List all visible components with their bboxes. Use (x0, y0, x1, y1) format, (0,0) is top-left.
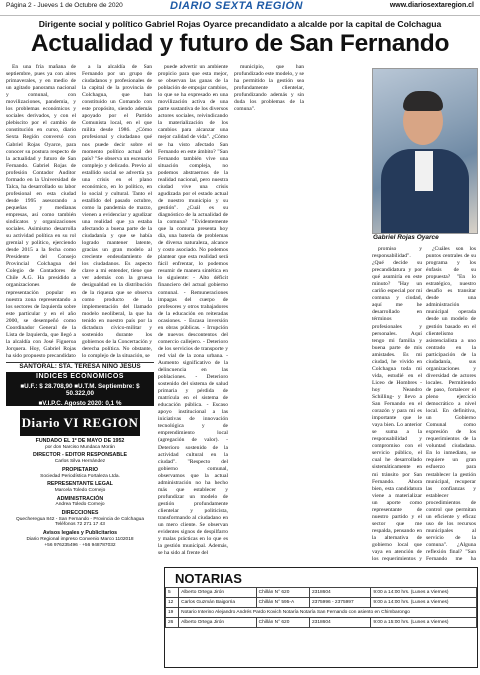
notaria-phone: 2318604 (310, 588, 371, 598)
website-link[interactable]: www.diariosextaregion.cl (389, 2, 474, 9)
notaria-row (166, 618, 477, 628)
legal-rep-label: REPRESENTANTE LEGAL (47, 481, 113, 488)
article-column-d (310, 64, 366, 562)
photo-hair-shape (403, 91, 443, 111)
founded-line: FUNDADO EL 1º DE MAYO DE 1952 (35, 438, 125, 444)
notaria-row (166, 598, 477, 608)
notaria-phone: 2318604 (310, 618, 371, 628)
notarias-title: NOTARIAS (175, 571, 242, 586)
column-1-text: En una fría mañana de septiembre, pues ya con aires primaverales, y en medio de un agitado panorama nacional y comunal, con movilizaciones, pandemia, y los problemas económicos y sociales derivados, y con el plebiscito por el cambio de constitución en curso, diario Sexta Región conversó con Gabriel Rojas Oyarce, para conocer su postura respecto de la actualidad y futuro de San Fernando. Gabriel Rojas de profesión Contador Auditor formado en la Universidad de Talca, ha desarrollado su labor profesional en esta ciudad desde 1995 asesorando a pequeñas y medianas empresas, así como también sindicatos y organizaciones sociales. Asimismo desarrolla su actividad política en su rol gremial y político, ejerciendo desde 2015 a la fecha como Presidente del Consejo Provincial Colchagua del Colegio de Contadores de Chile A.G. Ha presidido a organizaciones de representación popular en nuestra zona representando a los sectores de Izquierda sobre este particular y en el año 2000, se desempeñó como Coordinador General de la Lista de Izquierda, que llegó a la alcaldía con José Figueroa Jorquera. Hoy, Gabriel Rojas ha sido propuesto precandidato (6, 64, 76, 359)
article-column-1 (6, 64, 76, 360)
column-2-text: a la alcaldía de San Fernando por un grupo de ciudadanos y profesionales de la capital de la provincia de Colchagua, que han constituido un Comando con este propósito, siendo además apoyado por el Partido Comunista local, en el que milita desde 1986. ¿Cómo profesional y ciudadano qué nos puede decir sobre el momento político actual del país? "Se observa un escenario complejo y delicado. Previo al estallido social se advertía ya una crisis en el plano económico, en lo político, en lo social y cultural. Tanto el estallido del pasado octubre, como la pandemia de marzo, vienen a evidenciar y agudizar una realidad que ya estaba afectando a buena parte de la ciudadanía y que se había logrado mantener latente, gracias un gran modelo al creciente endeudamiento de los ciudadanos. Es aspecto clave a mi entender, tiene que ver además con la gruesa desigualdad en la distribución de la riqueza que se observa como producto de la implementación del llamado modelo neoliberal, la que ha tenido en nuestro país por la dictadura cívico-militar y sostenido durante los gobiernos de la Concertación y derecha política. No obstante, lo complejo de la situación, se (82, 64, 152, 359)
phone-line: Teléfonos 72 271 17 43 (55, 522, 105, 528)
notaria-phone: 2375996 - 2375997 (310, 598, 371, 608)
director-name: Carlos Silva Hernández (54, 459, 106, 465)
column-b-text: puede advertir un ambiente propicio para que esta mejor, se observan las ganas de la población de empujar cambios, lo que se ha expresado en una movilización activa de una parte sustantiva de los diversos actores sociales, reivindicando la materialización de los cambios para alcanzar una mejor calidad de vida". ¿Cómo se ha visto afectado San Fernando en este ámbito? "San Fernando también vive una situación compleja, no podemos abstraernos de la realidad nacional, pero nuestra ciudad vive una crisis agudizada por el estado actual de nuestro municipio y su gestión". ¿Cuál es su diagnóstico de la actualidad de la comuna? "Evidentemente que la comuna presenta hoy día, una batería de problemas de diversa naturaleza, alcance y costo asociado. No podemos plantear que esta realidad será fácil enfrentar, lo podemos resumir de manera sintética en lo siguiente: - Alto déficit financiero del actual gobierno comunal. - Remuneraciones impagas del cuerpo de profesores y otros trabajadores de la educación en reiteradas ocasiones. - Escasa inversión en obras públicas. - Irrupción de nuevos descontentos del comercio callejero. - Deterioro de los servicios de transporte y red vial de la zona urbana. - Aumento significativo de la delincuencia en las poblaciones. - Deterioro sostenido del sistema de salud primaria y pérdida de matrícula en el sistema de educación pública. - Escaso apoyo institucional a las iniciativas de innovación tecnológica y de emprendimiento local (agregación de valor). - Deterioro sostenido de la actividad cultural en la ciudad". "Respecto del gobierno comunal, observamos que la actual administración no ha hecho más que establecer y profundizar un modelo de gestión profundamente clientelar y politicista, transformando al ciudadano en un mero cliente. Se observan evidentes signos de despilfarro y malas prácticas en lo que es la gestión municipal. Además, se ha sido al frente del (158, 64, 228, 557)
notaria-name: Alberto Ortega Jirón (179, 618, 257, 628)
notarias-table (165, 587, 477, 628)
founder-line: por don Narciso Mundaca Morán (45, 444, 115, 450)
notaria-number: 12 (166, 598, 179, 608)
notaria-row (166, 588, 477, 598)
notaria-address: Chillán N° 620 (256, 618, 309, 628)
notaria-number: 26 (166, 618, 179, 628)
page-header (0, 0, 480, 16)
notaria-address: Chillán N° 620 (256, 588, 309, 598)
director-label: DIRECTOR - EDITOR RESPONSABLE (33, 452, 127, 459)
owner-label: PROPIETARIO (61, 466, 99, 473)
admin-label: ADMINISTRACIÓN (56, 495, 104, 502)
column-5-text: ¿Cuáles son los puntos centrales de su programa y los énfasis de su propuesta? "En lo estratégico, nuestro desafío es transitar desde una administración municipal operada desde un modelo de gestión basado en el clientelismo asistencialista a uno centrado en la participación de la ciudadanía, sus organizaciones y diversidad de actores locales. Permitiendo de paso, fortalecer el pleno ejercicio democrático a nivel local. En definitiva, un Gobierno Comunal como expresión de los requerimientos de la voluntad ciudadana. En lo inmediato, se requiere un gran esfuerzo para restablecer la gestión municipal, recuperar las confianzas y establecer procedimientos de control que permitan un eficiente y eficaz uso de los recursos municipales al servicio de la comuna". ¿Alguna reflexión final? "San Fernando me ha (426, 246, 476, 562)
article-column-5 (426, 246, 476, 562)
column-c-text: municipio, que han profundizado este modelo, y se ha permitido la gestión sea profundamente clientelar, profundizando además y sin duda los problemas de la comuna". (234, 64, 304, 113)
address-line: Quecheregua 842 - San Fernando - Provincia de Colchagua (16, 516, 144, 522)
notaria-number: 5 (166, 588, 179, 598)
ads-label: Avisos legales y Publicitarios (42, 530, 118, 537)
notaria-address: Chillán N° 595-A (256, 598, 309, 608)
notaria-hours: 9:00 a 15:00 hrs. (Lunes a Viernes) (371, 618, 477, 628)
article-column-c (234, 64, 304, 562)
legal-rep-name: Marcela Toledo Cornejo (54, 487, 106, 493)
owner-name: Sociedad Periodística Fortaleza Ltda. (40, 473, 120, 479)
ads-line: Diario Regional impreso Convenio Marco 1102018 (26, 536, 134, 542)
article-column-2 (82, 64, 152, 360)
notaria-name: Carlos Guzmán Baigorria (179, 598, 257, 608)
masthead (6, 410, 154, 675)
newspaper-logo: Diario VI REGION (20, 410, 140, 436)
notarias-box (164, 567, 478, 668)
admin-name: Andrea Toledo Cornejo (55, 502, 105, 508)
article-column-b (158, 64, 228, 562)
page-info: Página 2 - Jueves 1 de Octubre de 2020 (6, 2, 123, 9)
photo-caption: Gabriel Rojas Oyarce (373, 234, 439, 241)
notaria-row (166, 608, 477, 618)
indices-title: INDICES ECONOMICOS (36, 373, 124, 380)
economic-indices-box (6, 372, 154, 406)
notaria-name: Notario Interino Alejandro Andrés Pardo Kovich Notaría Notaría San Fernando con asiento en Chimbarongo (179, 608, 477, 618)
column-4-text: promiso y responsabilidad". ¿Qué decide su precandidatura y por qué asumiría en este minuto? "Hay un cariño especial por mi comuna y ciudad, aquí me he desarrollado en términos profesionales y personales. Aquí tengo mi familia y buena parte de mis amistades. Es mi ciudad, he vivido en Colchagua toda mi vida, estudié en el Liceo de Hombres -hoy Neandro Schilling- y llevo a San Fernando en el corazón y para mí es importante que le vaya bien. Lo anterior se suma a la responsabilidad y compromiso con el servicio público, el cual he desarrollado sistemáticamente en mi tránsito por San Fernando. Ahora bien, esta candidatura viene a materializar un aporte como representante de nuestro partido y el sector que me respalda, pensando en la alternativa de gobierno local que vaya en atención de los requerimientos y (372, 246, 422, 562)
notaria-number: 19 (166, 608, 179, 618)
notaria-hours: 9:00 a 14:00 hrs. (Lunes a Viernes) (371, 588, 477, 598)
indices-row-1: ■U.F.: $ 28.708,90 ■U.T.M. Septiembre: $ 50.322,00 (20, 383, 140, 397)
newspaper-brand: DIARIO SEXTA REGIÓN (170, 0, 303, 12)
notaria-name: Alberto Ortega Jirón (179, 588, 257, 598)
santoral-line: SANTORAL: STA. TERESA NIÑO JESÚS (6, 362, 154, 372)
notaria-hours: 9:00 a 14:00 hrs. (Lunes a Viernes) (371, 598, 477, 608)
article-kicker: Dirigente social y político Gabriel Rojas Oyarce precandidato a alcalde por la capital de Colchagua (38, 19, 442, 29)
article-headline: Actualidad y futuro de San Fernando (30, 30, 450, 57)
photo-shirt-shape (415, 151, 433, 191)
portrait-photo (372, 68, 478, 234)
ads-contact: +56 976235496 · +56 948787032 (44, 542, 116, 548)
address-label: DIRECCIONES (61, 510, 99, 517)
indices-row-2: ■V.I.P.C. Agosto 2020: 0,1 % (38, 400, 122, 407)
article-column-4 (372, 246, 422, 562)
